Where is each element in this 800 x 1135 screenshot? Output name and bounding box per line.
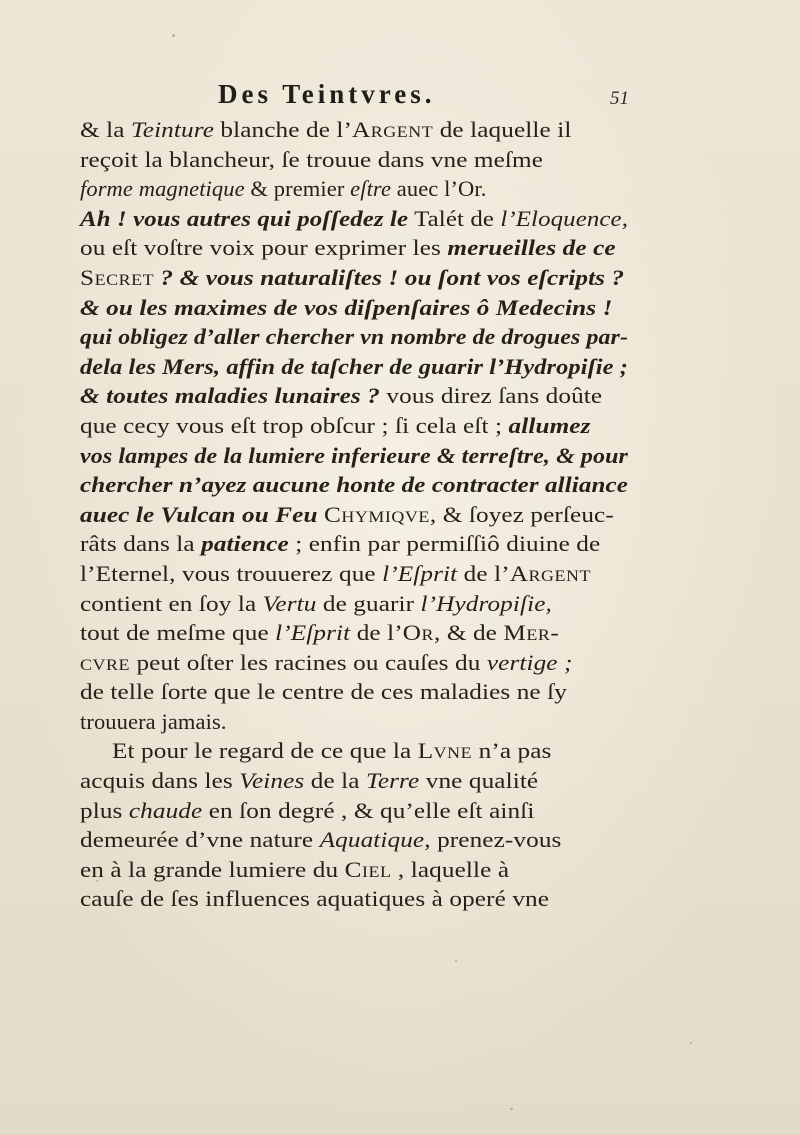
text-segment: & toutes maladies lunaires ?	[80, 383, 380, 409]
text-line-content	[80, 411, 591, 441]
text-line	[80, 884, 628, 914]
text-segment: en ſon degré , & qu’elle eſt ainſi	[202, 797, 535, 823]
text-segment: ; enfin par permiſſiô diuine de	[288, 531, 601, 557]
text-segment: cauſe de ſes influences aquatiques à operé vne	[80, 886, 550, 912]
text-segment: Vertu	[262, 590, 317, 616]
text-line	[80, 470, 628, 500]
text-segment: Mer-	[503, 620, 560, 646]
paper-speck	[455, 960, 457, 962]
text-segment: patience	[201, 531, 289, 557]
text-segment: vertige ;	[486, 649, 573, 675]
text-segment: Chymiqve	[324, 501, 430, 527]
text-segment: Secret	[80, 264, 155, 290]
text-line-content	[80, 855, 509, 885]
text-line-content	[80, 618, 559, 648]
text-segment: Aquatique	[319, 827, 425, 853]
text-line	[80, 677, 628, 707]
text-segment: merueilles de ce	[447, 235, 616, 261]
text-line	[80, 293, 628, 323]
text-segment: vne qualité	[419, 768, 539, 794]
text-segment: acquis dans les	[80, 768, 240, 794]
text-segment: râts dans la	[80, 531, 202, 557]
text-line	[80, 855, 628, 885]
text-line-content	[80, 204, 628, 234]
text-segment: Lvne	[417, 738, 473, 764]
text-line-content	[80, 115, 571, 145]
text-segment: l’Eloquence,	[500, 205, 629, 231]
text-segment: forme magnetique	[80, 176, 245, 202]
text-segment: chercher n’ayez aucune honte de contracter alliance	[80, 472, 628, 498]
text-segment: ou eſt voſtre voix pour exprimer les	[80, 235, 448, 261]
text-line	[80, 559, 628, 589]
text-segment: Et pour le regard de ce que la	[112, 738, 418, 764]
text-segment: de telle ſorte que le centre de ces maladies ne ſy	[80, 679, 567, 705]
text-line	[80, 145, 628, 175]
text-segment: allumez	[508, 412, 591, 438]
text-line-content	[80, 677, 567, 707]
text-line	[80, 381, 628, 411]
text-segment: cvre	[80, 649, 131, 675]
text-segment: l’Eſprit	[382, 560, 458, 586]
text-line-content	[80, 381, 602, 411]
text-segment: l’Hydropiſie,	[420, 590, 552, 616]
text-segment: blanche de l’	[214, 117, 353, 142]
text-line	[80, 263, 628, 293]
text-line	[80, 352, 628, 382]
text-line-content	[80, 322, 628, 352]
text-line-content	[80, 796, 534, 826]
text-line	[80, 529, 628, 559]
text-line	[80, 411, 628, 441]
text-segment: eſtre	[350, 176, 392, 202]
text-segment: & la	[80, 117, 131, 142]
text-line-content	[80, 648, 573, 678]
text-line	[80, 825, 628, 855]
paper-speck	[510, 1108, 513, 1110]
text-segment: , & ſoyez perſeuc-	[429, 501, 614, 527]
text-segment: trouuera jamais.	[80, 708, 227, 734]
text-segment: de guarir	[316, 590, 421, 616]
text-segment: Veines	[239, 768, 305, 794]
text-line	[80, 707, 628, 737]
text-line	[80, 322, 628, 352]
text-line	[80, 115, 628, 145]
text-segment: en à la grande lumiere du	[80, 856, 345, 882]
paper-speck	[690, 1042, 692, 1044]
text-segment: , & de	[434, 620, 504, 646]
text-line-content	[80, 825, 561, 855]
running-head-title: Des Teintvres.	[218, 79, 436, 109]
text-line	[80, 441, 628, 471]
text-line-content	[80, 174, 486, 204]
text-line	[80, 589, 628, 619]
text-segment: Or	[402, 620, 435, 646]
text-segment: dela les Mers, affin de taſcher de guarir l’Hydropiſie ;	[80, 353, 629, 379]
text-line-content	[112, 736, 551, 766]
text-segment: Terre	[366, 768, 420, 794]
text-segment: l’Eternel, vous trouuerez que	[80, 560, 383, 586]
text-line	[80, 204, 628, 234]
text-segment: chaude	[128, 797, 203, 823]
text-line-content	[80, 766, 538, 796]
text-line-content	[80, 263, 624, 293]
text-segment: peut oſter les racines ou cauſes du	[130, 649, 487, 675]
text-segment: qui obligez d’aller chercher vn nombre de drogues par-	[80, 324, 629, 350]
text-segment: auec le Vulcan ou Feu	[80, 501, 318, 527]
text-segment: l’Eſprit	[275, 620, 351, 646]
text-segment: contient en ſoy la	[80, 590, 263, 616]
text-line	[80, 648, 628, 678]
text-segment: & premier	[244, 176, 351, 202]
text-line-content	[80, 441, 628, 471]
text-segment: ? & vous naturaliſtes ! ou ſont vos eſcripts ?	[154, 264, 625, 290]
text-segment: n’a pas	[472, 738, 552, 764]
text-line-content	[80, 529, 600, 559]
text-segment: de l’	[457, 560, 510, 586]
text-line	[80, 500, 628, 530]
text-line	[80, 618, 628, 648]
text-line-content	[80, 145, 543, 175]
text-segment: Argent	[509, 560, 592, 586]
text-segment: , prenez-vous	[424, 827, 562, 853]
text-line-content	[80, 470, 628, 500]
text-line	[80, 766, 628, 796]
text-segment: auec l’Or.	[391, 176, 487, 202]
text-line	[80, 174, 628, 204]
text-line	[80, 736, 628, 766]
text-line-content	[80, 352, 628, 382]
page-number: 51	[610, 88, 629, 109]
text-segment: , laquelle à	[391, 856, 510, 882]
text-segment: de laquelle il	[433, 117, 572, 142]
text-segment: Teinture	[130, 117, 215, 142]
text-segment: vous direz ſans doûte	[379, 383, 603, 409]
text-line	[80, 796, 628, 826]
text-segment: de l’	[350, 620, 403, 646]
text-segment: & ou les maximes de vos diſpenſaires ô Medecins !	[80, 294, 613, 320]
text-segment: vos lampes de la lumiere inferieure & terreſtre, & pour	[80, 442, 629, 468]
text-line-content	[80, 589, 552, 619]
text-line-content	[80, 233, 616, 263]
running-head	[0, 78, 800, 110]
text-segment: de la	[304, 768, 367, 794]
text-line-content	[80, 500, 614, 530]
text-segment: que cecy vous eſt trop obſcur ; ſi cela eſt ;	[80, 412, 509, 438]
text-line-content	[80, 884, 549, 914]
text-segment: tout de meſme que	[80, 620, 276, 646]
text-segment: Talét de	[408, 205, 501, 231]
text-line-content	[80, 293, 613, 323]
paper-speck	[172, 34, 175, 37]
text-segment: Ciel	[344, 856, 392, 882]
text-segment: demeurée d’vne nature	[80, 827, 320, 853]
text-segment: reçoit la blancheur, ſe trouue dans vne meſme	[80, 146, 544, 172]
text-line	[80, 233, 628, 263]
text-segment: Ah ! vous autres qui poſſedez le	[80, 205, 409, 231]
text-segment: Argent	[352, 117, 434, 142]
text-line-content	[80, 707, 227, 737]
text-line-content	[80, 559, 591, 589]
body-text	[80, 115, 628, 914]
text-segment: plus	[80, 797, 129, 823]
